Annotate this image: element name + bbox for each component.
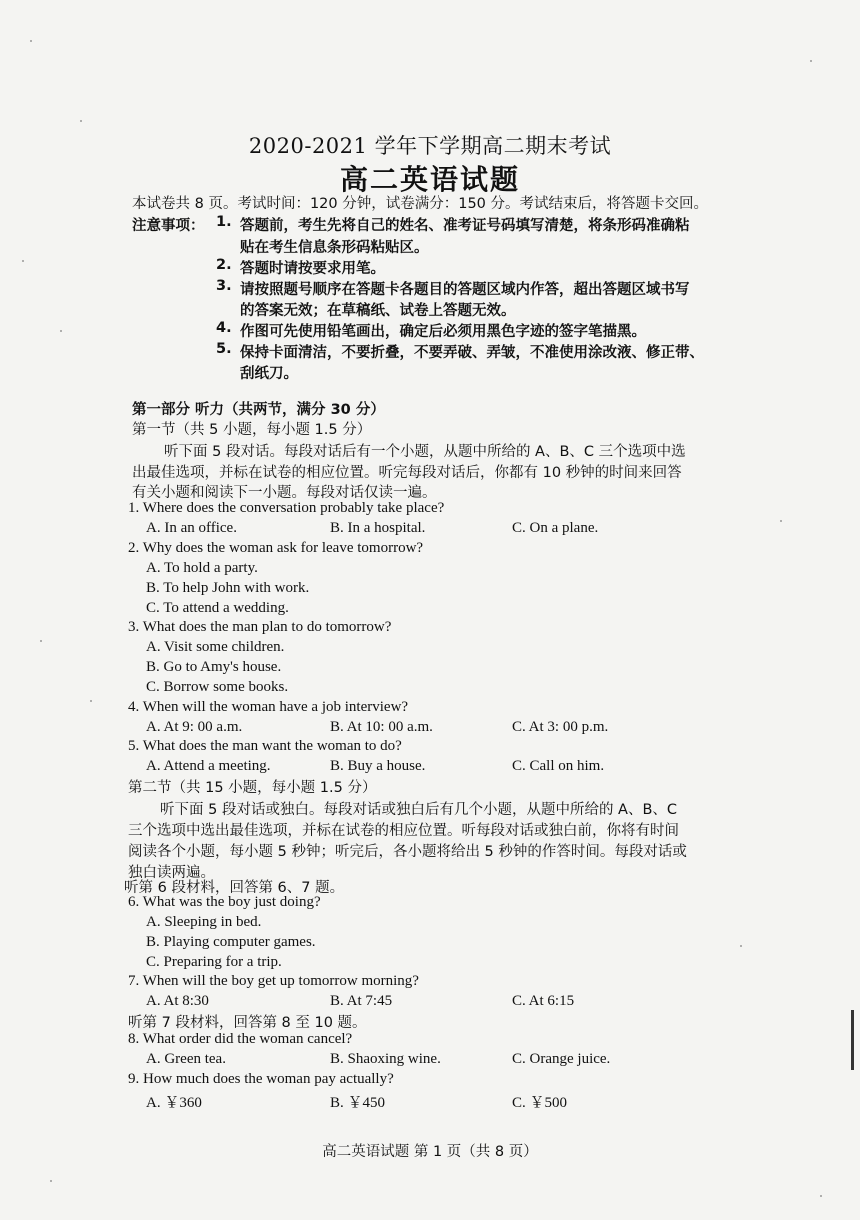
scan-speck — [50, 1180, 52, 1182]
question-5-option-b: B. Buy a house. — [330, 758, 426, 774]
question-4-option-b: B. At 10: 00 a.m. — [330, 719, 433, 735]
notice-1-line-2: 贴在考生信息条形码粘贴区。 — [240, 240, 429, 256]
scan-speck — [820, 1195, 822, 1197]
section1-heading: 第一节（共 5 小题，每小题 1.5 分） — [132, 422, 372, 438]
question-9-option-a: A. ￥360 — [146, 1095, 202, 1111]
notice-5-line-2: 刮纸刀。 — [240, 366, 298, 382]
notice-3-line-2: 的答案无效；在草稿纸、试卷上答题无效。 — [240, 303, 516, 319]
question-2-option-c: C. To attend a wedding. — [146, 600, 289, 616]
question-2-stem: 2. Why does the woman ask for leave tomorrow? — [128, 540, 424, 556]
exam-subject: 高二英语试题 — [339, 163, 520, 196]
section1-instr-3: 有关小题和阅读下一小题。每段对话仅读一遍。 — [132, 485, 437, 501]
question-5-option-a: A. Attend a meeting. — [146, 758, 271, 774]
notice-num-3: 3. — [216, 278, 232, 294]
question-3-option-c: C. Borrow some books. — [146, 679, 289, 695]
scan-speck — [22, 260, 24, 262]
question-8-option-c: C. Orange juice. — [512, 1051, 611, 1067]
question-7-option-a: A. At 8:30 — [146, 993, 209, 1009]
question-9-option-b: B. ￥450 — [330, 1095, 386, 1111]
question-1-option-c: C. On a plane. — [512, 520, 599, 536]
question-2-option-b: B. To help John with work. — [146, 580, 310, 596]
scan-speck — [810, 60, 812, 62]
scan-speck — [30, 40, 32, 42]
notice-num-1: 1. — [216, 214, 232, 230]
question-1-option-a: A. In an office. — [146, 520, 237, 536]
scan-edge-mark — [851, 1010, 854, 1070]
question-6-option-c: C. Preparing for a trip. — [146, 954, 282, 970]
question-5-option-c: C. Call on him. — [512, 758, 605, 774]
exam-title: 2020-2021 学年下学期高二期末考试 — [248, 134, 612, 158]
scan-speck — [40, 640, 42, 642]
section2-instr-1: 听下面 5 段对话或独白。每段对话或独白后有几个小题，从题中所给的 A、B、C — [160, 802, 678, 818]
question-7-stem: 7. When will the boy get up tomorrow morning? — [128, 973, 419, 989]
question-3-stem: 3. What does the man plan to do tomorrow? — [128, 619, 392, 635]
question-5-stem: 5. What does the man want the woman to do? — [128, 738, 402, 754]
part1-heading: 第一部分 听力（共两节，满分 30 分） — [132, 402, 385, 418]
notice-5-line-1: 保持卡面清洁，不要折叠，不要弄破、弄皱，不准使用涂改液、修正带、 — [240, 345, 704, 361]
question-1-stem: 1. Where does the conversation probably take place? — [128, 500, 445, 516]
section2-instr-4: 独白读两遍。 — [128, 865, 215, 881]
question-6-stem: 6. What was the boy just doing? — [128, 894, 321, 910]
question-7-option-c: C. At 6:15 — [512, 993, 575, 1009]
notice-3-line-1: 请按照题号顺序在答题卡各题目的答题区域内作答，超出答题区域书写 — [240, 282, 690, 298]
question-4-option-a: A. At 9: 00 a.m. — [146, 719, 243, 735]
exam-intro: 本试卷共 8 页。考试时间：120 分钟，试卷满分：150 分。考试结束后，将答题卡交回。 — [132, 196, 709, 212]
scan-speck — [90, 700, 92, 702]
section2-heading: 第二节（共 15 小题，每小题 1.5 分） — [128, 780, 377, 796]
notice-label: 注意事项： — [132, 218, 205, 234]
notice-4-line-1: 作图可先使用铅笔画出，确定后必须用黑色字迹的签字笔描黑。 — [240, 324, 646, 340]
question-8-stem: 8. What order did the woman cancel? — [128, 1031, 353, 1047]
page-footer: 高二英语试题 第 1 页（共 8 页） — [322, 1144, 538, 1160]
question-3-option-b: B. Go to Amy's house. — [146, 659, 282, 675]
question-6-option-b: B. Playing computer games. — [146, 934, 316, 950]
question-3-option-a: A. Visit some children. — [146, 639, 285, 655]
question-1-option-b: B. In a hospital. — [330, 520, 426, 536]
scan-speck — [780, 520, 782, 522]
question-7-option-b: B. At 7:45 — [330, 993, 393, 1009]
section2-instr-2: 三个选项中选出最佳选项，并标在试卷的相应位置。听每段对话或独白前，你将有时间 — [128, 823, 679, 839]
question-9-option-c: C. ￥500 — [512, 1095, 568, 1111]
question-8-option-a: A. Green tea. — [146, 1051, 226, 1067]
scan-speck — [740, 945, 742, 947]
material-6-heading: 听第 6 段材料，回答第 6、7 题。 — [124, 880, 345, 896]
section1-instr-1: 听下面 5 段对话。每段对话后有一个小题，从题中所给的 A、B、C 三个选项中选 — [164, 444, 686, 460]
question-6-option-a: A. Sleeping in bed. — [146, 914, 262, 930]
question-9-stem: 9. How much does the woman pay actually? — [128, 1071, 394, 1087]
notice-1-line-1: 答题前，考生先将自己的姓名、准考证号码填写清楚，将条形码准确粘 — [240, 218, 690, 234]
scan-speck — [60, 330, 62, 332]
notice-num-2: 2. — [216, 257, 232, 273]
notice-num-4: 4. — [216, 320, 232, 336]
section2-instr-3: 阅读各个小题，每小题 5 秒钟；听完后，各小题将给出 5 秒钟的作答时间。每段对话或 — [128, 844, 687, 860]
question-4-option-c: C. At 3: 00 p.m. — [512, 719, 609, 735]
question-2-option-a: A. To hold a party. — [146, 560, 258, 576]
material-7-heading: 听第 7 段材料，回答第 8 至 10 题。 — [128, 1015, 367, 1031]
notice-2-line-1: 答题时请按要求用笔。 — [240, 261, 385, 277]
question-4-stem: 4. When will the woman have a job interview? — [128, 699, 409, 715]
notice-num-5: 5. — [216, 341, 232, 357]
section1-instr-2: 出最佳选项，并标在试卷的相应位置。听完每段对话后，你都有 10 秒钟的时间来回答 — [132, 465, 682, 481]
question-8-option-b: B. Shaoxing wine. — [330, 1051, 441, 1067]
scan-speck — [80, 120, 82, 122]
